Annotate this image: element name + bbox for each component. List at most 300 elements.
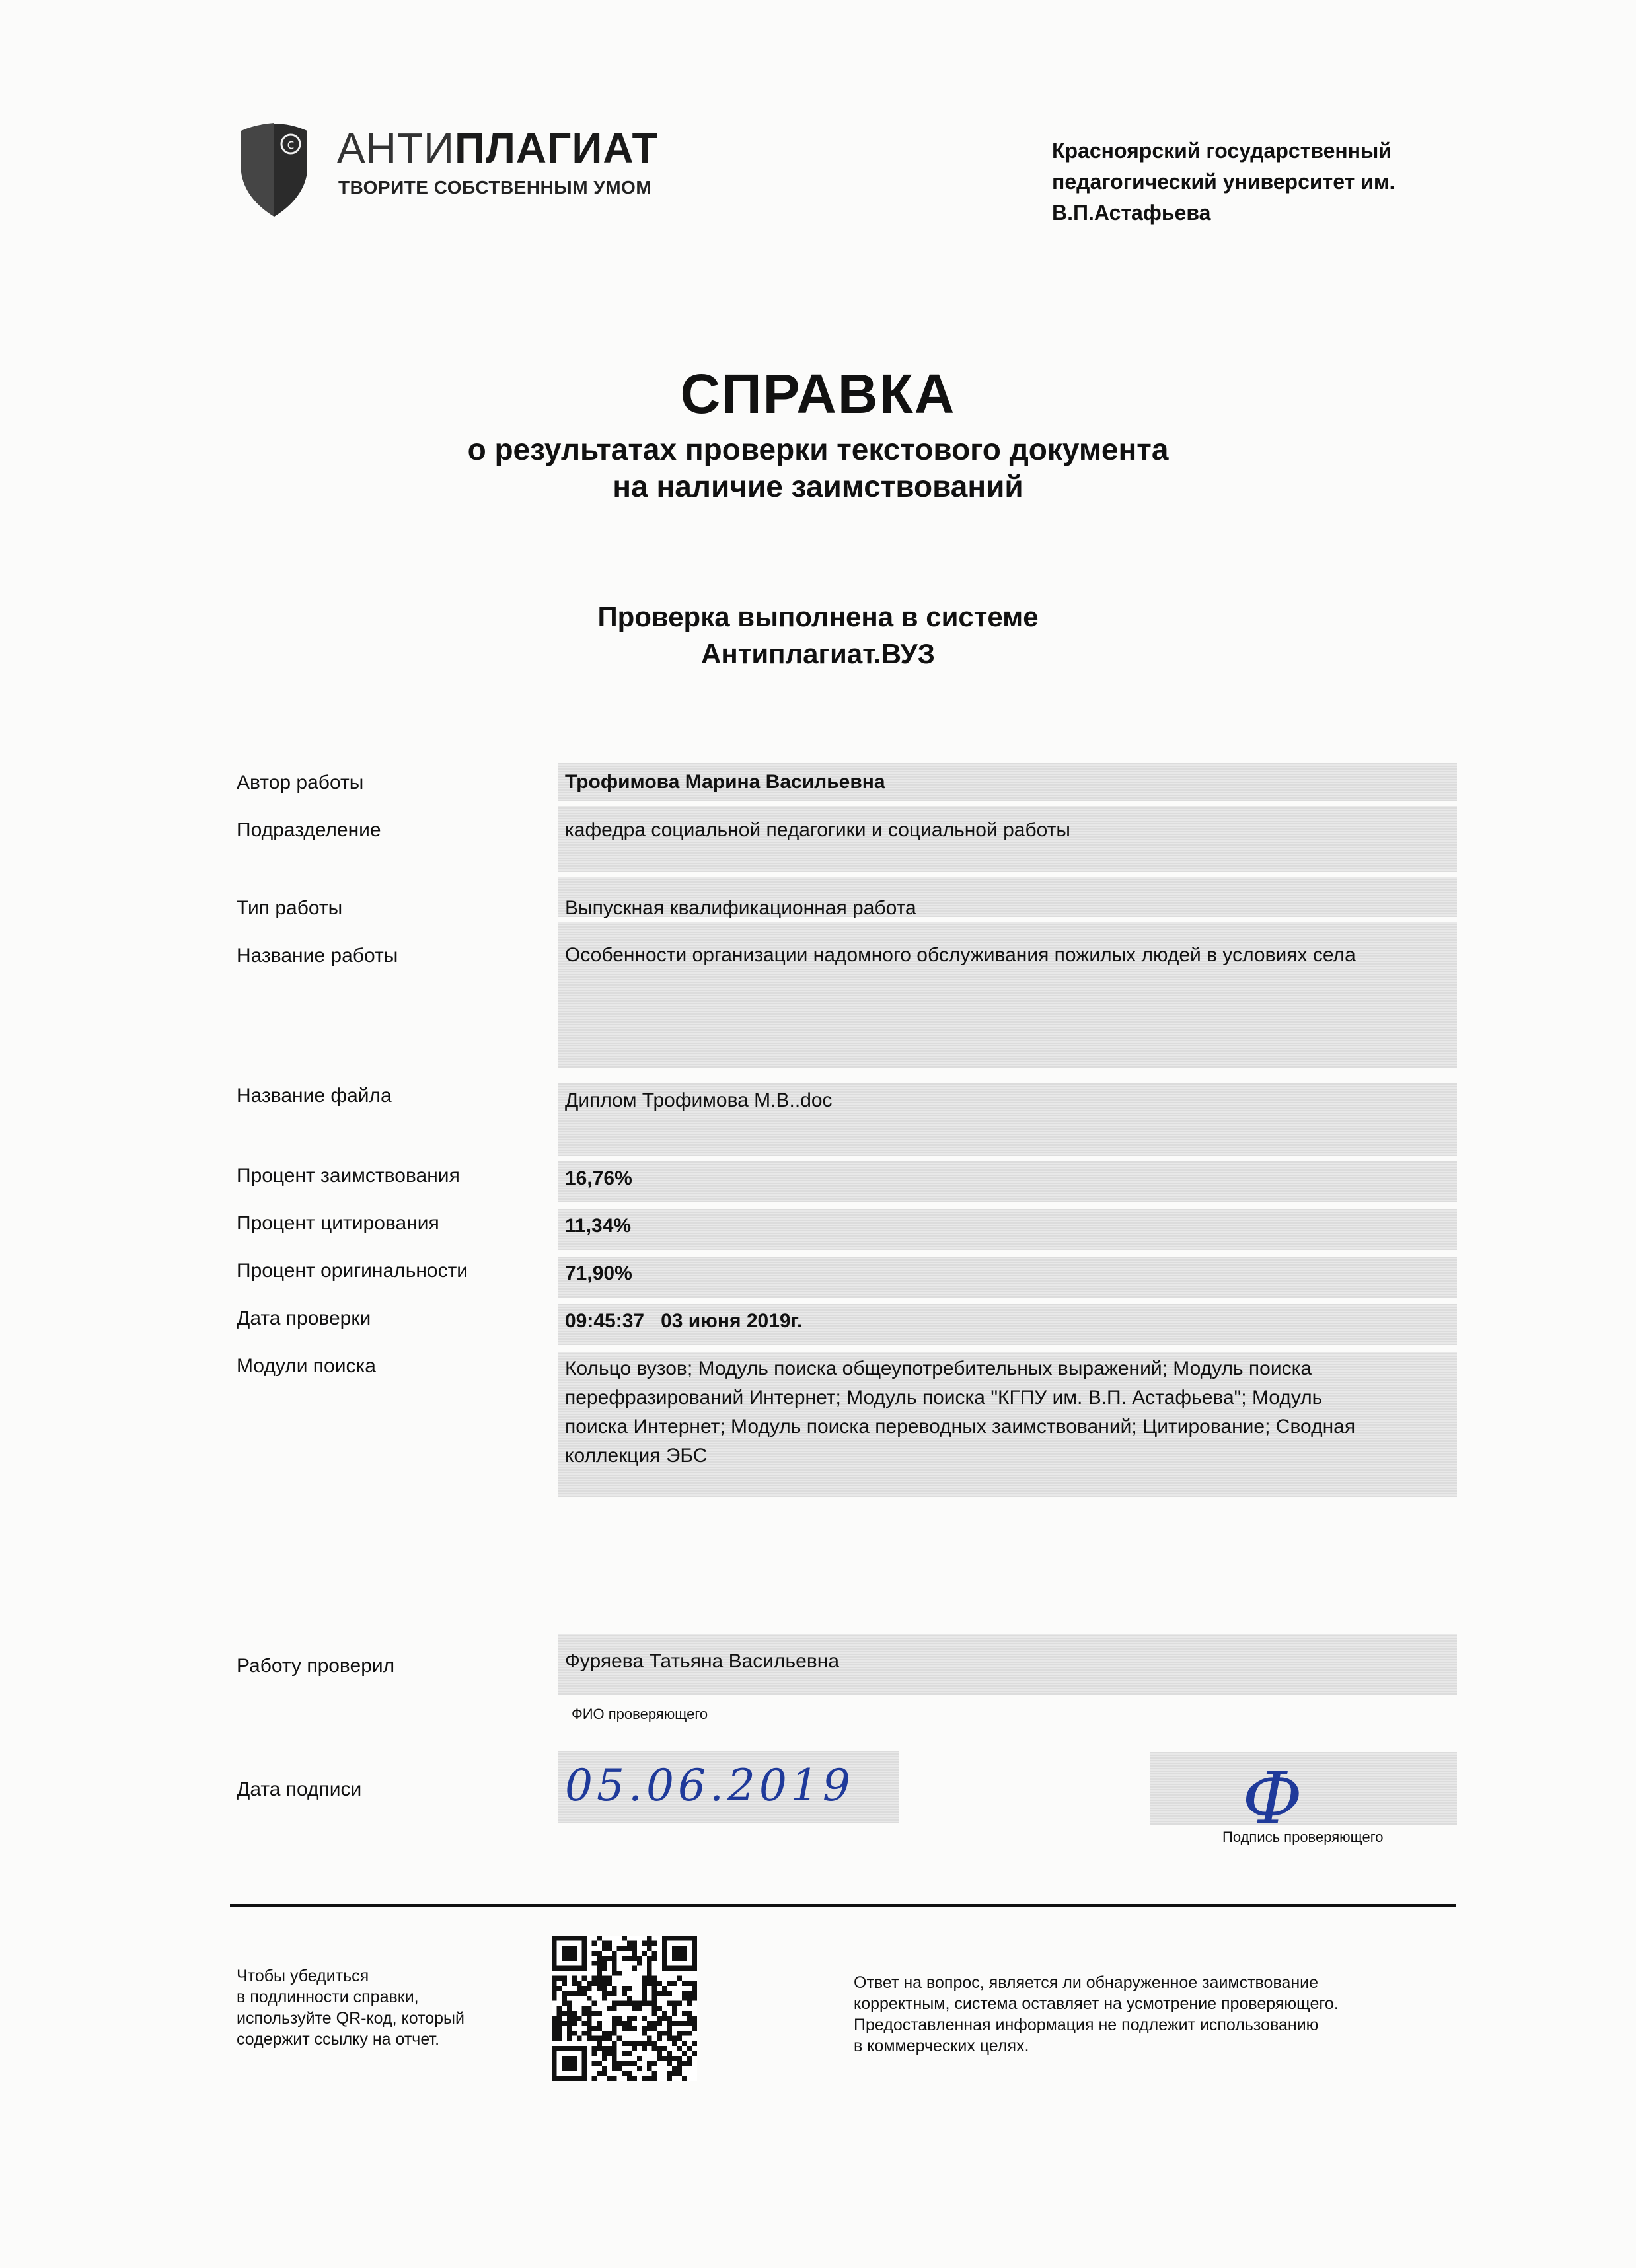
qr-module — [687, 2001, 692, 2006]
qr-instructions-line: в подлинности справки, — [237, 1988, 419, 2006]
qr-module — [657, 2036, 662, 2041]
qr-module — [607, 1991, 612, 1996]
qr-module — [562, 2021, 567, 2026]
qr-module — [587, 1996, 592, 2001]
qr-module — [622, 2001, 627, 2006]
file-name-value-box — [558, 1083, 1457, 1156]
organization-line: педагогический университет им. — [1052, 170, 1395, 194]
qr-module — [677, 2071, 683, 2076]
qr-module — [627, 2071, 632, 2076]
qr-module — [557, 2011, 562, 2016]
qr-module — [667, 2076, 672, 2081]
author-label: Автор работы — [237, 772, 364, 793]
qr-module — [617, 2061, 622, 2067]
department-value: кафедра социальной педагогики и социальной работы — [565, 819, 1070, 841]
qr-module — [647, 2061, 652, 2067]
author-value-box — [558, 763, 1457, 801]
qr-module — [687, 2011, 692, 2016]
qr-module — [592, 1951, 597, 1956]
qr-module — [652, 1951, 657, 1956]
qr-module — [692, 1991, 697, 1996]
qr-module — [652, 1976, 657, 1981]
qr-module — [617, 2021, 622, 2026]
qr-module — [682, 2076, 687, 2081]
qr-module — [602, 1956, 607, 1961]
qr-module — [552, 1976, 557, 1981]
qr-module — [642, 1941, 648, 1946]
qr-module — [632, 1956, 637, 1961]
qr-module — [612, 1991, 617, 1996]
qr-module — [572, 1981, 577, 1986]
qr-module — [637, 2006, 642, 2011]
check-date-value-box — [558, 1304, 1457, 1345]
signature-handwritten: Ф — [1242, 1756, 1303, 1841]
qr-module — [672, 1981, 677, 1986]
qr-module — [602, 2051, 607, 2056]
qr-module — [677, 2021, 683, 2026]
qr-module — [632, 2001, 637, 2006]
qr-module — [667, 2016, 672, 2021]
qr-module — [667, 2001, 672, 2006]
qr-module — [657, 2056, 662, 2061]
qr-module — [692, 2041, 697, 2046]
qr-module — [567, 2036, 572, 2041]
qr-module — [672, 2056, 677, 2061]
qr-module — [622, 1946, 627, 1951]
qr-module — [562, 1946, 577, 1961]
qr-module — [667, 1991, 672, 1996]
qr-module — [657, 2006, 662, 2011]
citation-percent-label: Процент цитирования — [237, 1212, 439, 1234]
qr-module — [612, 2056, 617, 2061]
search-modules-value — [565, 1354, 1355, 1471]
qr-module — [667, 2071, 672, 2076]
qr-module — [677, 2056, 683, 2061]
checked-by-caption: ФИО проверяющего — [572, 1706, 708, 1722]
qr-module — [592, 2001, 597, 2006]
qr-module — [612, 1971, 617, 1976]
qr-module — [662, 2016, 667, 2021]
qr-module — [632, 2041, 637, 2046]
qr-module — [602, 2036, 607, 2041]
qr-module — [597, 1971, 602, 1976]
qr-module — [562, 2011, 567, 2016]
search-modules-line: коллекция ЭБС — [565, 1445, 708, 1467]
qr-module — [582, 2006, 587, 2011]
qr-module — [607, 2031, 612, 2036]
qr-module — [637, 2001, 642, 2006]
qr-module — [612, 1966, 617, 1971]
qr-module — [627, 2076, 632, 2081]
qr-module — [672, 2011, 677, 2016]
citation-percent-value-box — [558, 1209, 1457, 1250]
qr-module — [692, 2051, 697, 2056]
signature-caption: Подпись проверяющего — [1222, 1829, 1384, 1845]
qr-module — [627, 2051, 632, 2056]
qr-module — [587, 2016, 592, 2021]
qr-module — [557, 2036, 562, 2041]
qr-module — [602, 1991, 607, 1996]
qr-module — [627, 1986, 632, 1991]
qr-module — [607, 2006, 612, 2011]
qr-module — [647, 1976, 652, 1981]
search-modules-value-box — [558, 1352, 1457, 1497]
qr-module — [657, 1991, 662, 1996]
qr-module — [587, 1981, 592, 1986]
qr-module — [622, 2061, 627, 2067]
qr-module — [592, 2011, 597, 2016]
qr-module — [652, 2026, 657, 2031]
qr-module — [627, 1941, 632, 1946]
system-line: Антиплагиат.ВУЗ — [701, 638, 935, 669]
qr-module — [627, 2041, 632, 2046]
qr-module — [592, 2026, 597, 2031]
qr-module — [612, 2016, 617, 2021]
qr-module — [602, 1961, 607, 1966]
qr-module — [617, 2001, 622, 2006]
qr-module — [557, 2021, 562, 2026]
qr-module — [567, 2031, 572, 2036]
qr-module — [617, 2066, 622, 2071]
disclaimer-line: корректным, система оставляет на усмотрение проверяющего. — [854, 1994, 1339, 2013]
qr-module — [597, 2071, 602, 2076]
qr-module — [617, 2036, 622, 2041]
qr-module — [662, 2011, 667, 2016]
qr-module — [627, 2061, 632, 2067]
qr-module — [662, 1986, 667, 1991]
qr-module — [692, 1996, 697, 2001]
qr-module — [592, 1941, 597, 1946]
qr-module — [647, 2026, 652, 2031]
qr-module — [597, 2026, 602, 2031]
qr-module — [657, 2031, 662, 2036]
qr-module — [622, 2021, 627, 2026]
qr-module — [642, 1981, 648, 1986]
qr-module — [642, 2026, 648, 2031]
qr-module — [647, 2041, 652, 2046]
qr-module — [592, 2076, 597, 2081]
qr-module — [552, 2031, 557, 2036]
qr-module — [657, 2051, 662, 2056]
qr-module — [667, 2056, 672, 2061]
qr-module — [682, 2011, 687, 2016]
work-title-value-box — [558, 922, 1457, 1068]
originality-percent-value: 71,90% — [565, 1262, 632, 1284]
qr-module — [597, 1976, 602, 1981]
qr-module — [662, 2056, 667, 2061]
qr-module — [662, 2031, 667, 2036]
qr-module — [627, 1956, 632, 1961]
qr-module — [602, 1966, 607, 1971]
qr-module — [687, 2031, 692, 2036]
qr-module — [552, 1986, 557, 1991]
qr-module — [567, 2001, 572, 2006]
qr-module — [632, 2026, 637, 2031]
qr-module — [552, 1991, 557, 1996]
work-title-label: Название работы — [237, 945, 398, 967]
borrowing-percent-value-box — [558, 1161, 1457, 1202]
qr-module — [647, 2001, 652, 2006]
borrowing-percent-label: Процент заимствования — [237, 1165, 460, 1187]
qr-module — [557, 1976, 562, 1981]
qr-module — [657, 2016, 662, 2021]
qr-module — [612, 1986, 617, 1991]
qr-module — [582, 2011, 587, 2016]
qr-module — [612, 2041, 617, 2046]
qr-module — [552, 2036, 557, 2041]
checked-by-label: Работу проверил — [237, 1655, 395, 1677]
qr-module — [557, 2006, 562, 2011]
qr-module — [612, 2051, 617, 2056]
qr-module — [607, 1946, 612, 1951]
qr-module — [627, 2026, 632, 2031]
department-label: Подразделение — [237, 819, 381, 841]
qr-module — [642, 1991, 648, 1996]
search-modules-line: перефразирований Интернет; Модуль поиска "КГПУ им. В.П. Астафьева"; Модуль — [565, 1387, 1323, 1408]
qr-module — [637, 2066, 642, 2071]
qr-module — [622, 2051, 627, 2056]
qr-module — [682, 2041, 687, 2046]
qr-module — [602, 2046, 607, 2051]
qr-module — [682, 2031, 687, 2036]
qr-module — [607, 1941, 612, 1946]
logo-tagline: ТВОРИТЕ СОБСТВЕННЫМ УМОМ — [338, 177, 652, 198]
qr-module — [582, 2021, 587, 2026]
qr-module — [617, 2016, 622, 2021]
qr-module — [692, 2016, 697, 2021]
qr-module — [622, 2041, 627, 2046]
qr-module — [672, 2066, 677, 2071]
qr-module — [667, 2061, 672, 2067]
qr-module — [622, 1991, 627, 1996]
qr-module — [592, 1976, 597, 1981]
qr-module — [652, 1956, 657, 1961]
author-value: Трофимова Марина Васильевна — [565, 771, 885, 793]
qr-module — [612, 2076, 617, 2081]
qr-module — [687, 2021, 692, 2026]
qr-module — [652, 1986, 657, 1991]
qr-module — [652, 2061, 657, 2067]
checked-by-value-box — [558, 1634, 1457, 1695]
checked-by-value: Фуряева Татьяна Васильевна — [565, 1650, 840, 1672]
qr-module — [642, 1951, 648, 1956]
disclaimer-line: Предоставленная информация не подлежит использованию — [854, 2016, 1319, 2034]
qr-module — [602, 2071, 607, 2076]
qr-module — [597, 1936, 602, 1941]
qr-module — [617, 1971, 622, 1976]
qr-module — [687, 2061, 692, 2067]
qr-module — [682, 1996, 687, 2001]
footer-divider — [230, 1904, 1456, 1907]
qr-module — [612, 2046, 617, 2051]
qr-module — [562, 1991, 567, 1996]
qr-module — [682, 2051, 687, 2056]
qr-module — [567, 2016, 572, 2021]
qr-module — [667, 2021, 672, 2026]
qr-module — [667, 1981, 672, 1986]
qr-module — [587, 2011, 592, 2016]
qr-module — [597, 2021, 602, 2026]
qr-module — [602, 1976, 607, 1981]
qr-module — [612, 2031, 617, 2036]
qr-module — [602, 1986, 607, 1991]
qr-module — [592, 2036, 597, 2041]
organization-line: В.П.Астафьева — [1052, 201, 1211, 225]
qr-module — [562, 1996, 567, 2001]
qr-module — [587, 2026, 592, 2031]
qr-module — [582, 2031, 587, 2036]
qr-module — [607, 1956, 612, 1961]
copyright-shield-icon — [238, 119, 311, 218]
qr-module — [692, 2026, 697, 2031]
qr-module — [582, 1986, 587, 1991]
qr-module — [622, 1986, 627, 1991]
qr-module — [657, 1981, 662, 1986]
qr-module — [677, 2036, 683, 2041]
qr-module — [642, 2041, 648, 2046]
qr-module — [597, 1961, 602, 1966]
qr-module — [562, 2056, 577, 2071]
qr-module — [612, 2021, 617, 2026]
qr-module — [617, 1946, 622, 1951]
subtitle-line: на наличие заимствований — [613, 469, 1023, 503]
qr-module — [647, 2021, 652, 2026]
qr-module — [672, 2006, 677, 2011]
work-type-label: Тип работы — [237, 897, 343, 919]
search-modules-line: поиска Интернет; Модуль поиска переводных заимствований; Цитирование; Сводная — [565, 1416, 1356, 1438]
logo-name — [337, 124, 659, 172]
qr-module — [627, 1946, 632, 1951]
qr-module — [577, 2036, 582, 2041]
qr-module — [677, 2066, 683, 2071]
work-type-value: Выпускная квалификационная работа — [565, 897, 916, 919]
qr-module — [607, 1976, 612, 1981]
qr-module — [597, 2041, 602, 2046]
qr-module — [682, 1991, 687, 1996]
qr-module — [552, 2016, 557, 2021]
qr-module — [632, 2076, 637, 2081]
qr-module — [677, 2046, 683, 2051]
citation-percent-value: 11,34% — [565, 1215, 632, 1237]
file-name-label: Название файла — [237, 1085, 392, 1107]
qr-module — [602, 1946, 607, 1951]
qr-module — [557, 2026, 562, 2031]
qr-module — [667, 2026, 672, 2031]
qr-module — [652, 2011, 657, 2016]
qr-module — [592, 1961, 597, 1966]
qr-module — [632, 1966, 637, 1971]
qr-module — [607, 1981, 612, 1986]
qr-module — [647, 1961, 652, 1966]
qr-module — [557, 2031, 562, 2036]
qr-module — [642, 2046, 648, 2051]
qr-module — [692, 2021, 697, 2026]
search-modules-line: Кольцо вузов; Модуль поиска общеупотребительных выражений; Модуль поиска — [565, 1358, 1312, 1379]
qr-module — [602, 1981, 607, 1986]
sign-date-box — [558, 1751, 899, 1823]
qr-module — [577, 1981, 582, 1986]
qr-module — [672, 2036, 677, 2041]
search-modules-label: Модули поиска — [237, 1355, 376, 1377]
qr-module — [562, 2001, 567, 2006]
qr-module — [572, 2021, 577, 2026]
qr-module — [582, 1976, 587, 1981]
qr-module — [642, 2076, 648, 2081]
qr-module — [552, 1996, 557, 2001]
qr-module — [642, 1996, 648, 2001]
qr-module — [562, 1976, 567, 1981]
disclaimer-line: в коммерческих целях. — [854, 2037, 1029, 2055]
qr-module — [687, 2016, 692, 2021]
qr-instructions — [237, 1965, 514, 2050]
qr-module — [552, 1981, 557, 1986]
qr-module — [647, 1981, 652, 1986]
qr-module — [572, 2011, 577, 2016]
qr-module — [637, 2041, 642, 2046]
qr-module — [652, 2006, 657, 2011]
qr-module — [607, 2076, 612, 2081]
qr-module — [647, 2036, 652, 2041]
qr-module — [602, 2066, 607, 2071]
qr-module — [567, 2006, 572, 2011]
qr-module — [647, 1966, 652, 1971]
qr-module — [632, 1941, 637, 1946]
organization-line: Красноярский государственный — [1052, 139, 1392, 163]
file-name-value: Диплом Трофимова М.В..doc — [565, 1089, 833, 1111]
qr-module — [687, 2056, 692, 2061]
qr-module — [597, 1966, 602, 1971]
qr-module — [687, 1981, 692, 1986]
qr-module — [682, 2021, 687, 2026]
qr-module — [597, 2011, 602, 2016]
qr-code-icon[interactable] — [552, 1936, 697, 2081]
qr-module — [612, 2066, 617, 2071]
organization-name — [1052, 135, 1475, 229]
qr-module — [622, 2026, 627, 2031]
qr-module — [657, 2021, 662, 2026]
qr-module — [652, 2071, 657, 2076]
qr-module — [672, 2001, 677, 2006]
qr-module — [652, 1941, 657, 1946]
qr-module — [632, 1951, 637, 1956]
qr-module — [652, 1991, 657, 1996]
qr-module — [577, 1991, 582, 1996]
qr-module — [587, 2006, 592, 2011]
logo-name-light: АНТИ — [337, 124, 455, 172]
qr-module — [607, 2051, 612, 2056]
qr-module — [612, 2006, 617, 2011]
qr-module — [642, 1976, 648, 1981]
qr-module — [637, 1961, 642, 1966]
qr-module — [602, 2031, 607, 2036]
logo-name-bold: ПЛАГИАТ — [455, 124, 659, 172]
qr-module — [652, 2021, 657, 2026]
qr-module — [652, 2076, 657, 2081]
qr-module — [602, 2056, 607, 2061]
qr-module — [642, 2016, 648, 2021]
qr-module — [632, 2046, 637, 2051]
qr-module — [572, 1991, 577, 1996]
qr-module — [662, 2046, 667, 2051]
qr-module — [637, 2056, 642, 2061]
qr-module — [632, 2006, 637, 2011]
qr-module — [692, 1986, 697, 1991]
qr-module — [592, 2046, 597, 2051]
qr-module — [597, 2036, 602, 2041]
qr-module — [647, 1971, 652, 1976]
qr-module — [622, 1936, 627, 1941]
qr-module — [572, 1976, 577, 1981]
